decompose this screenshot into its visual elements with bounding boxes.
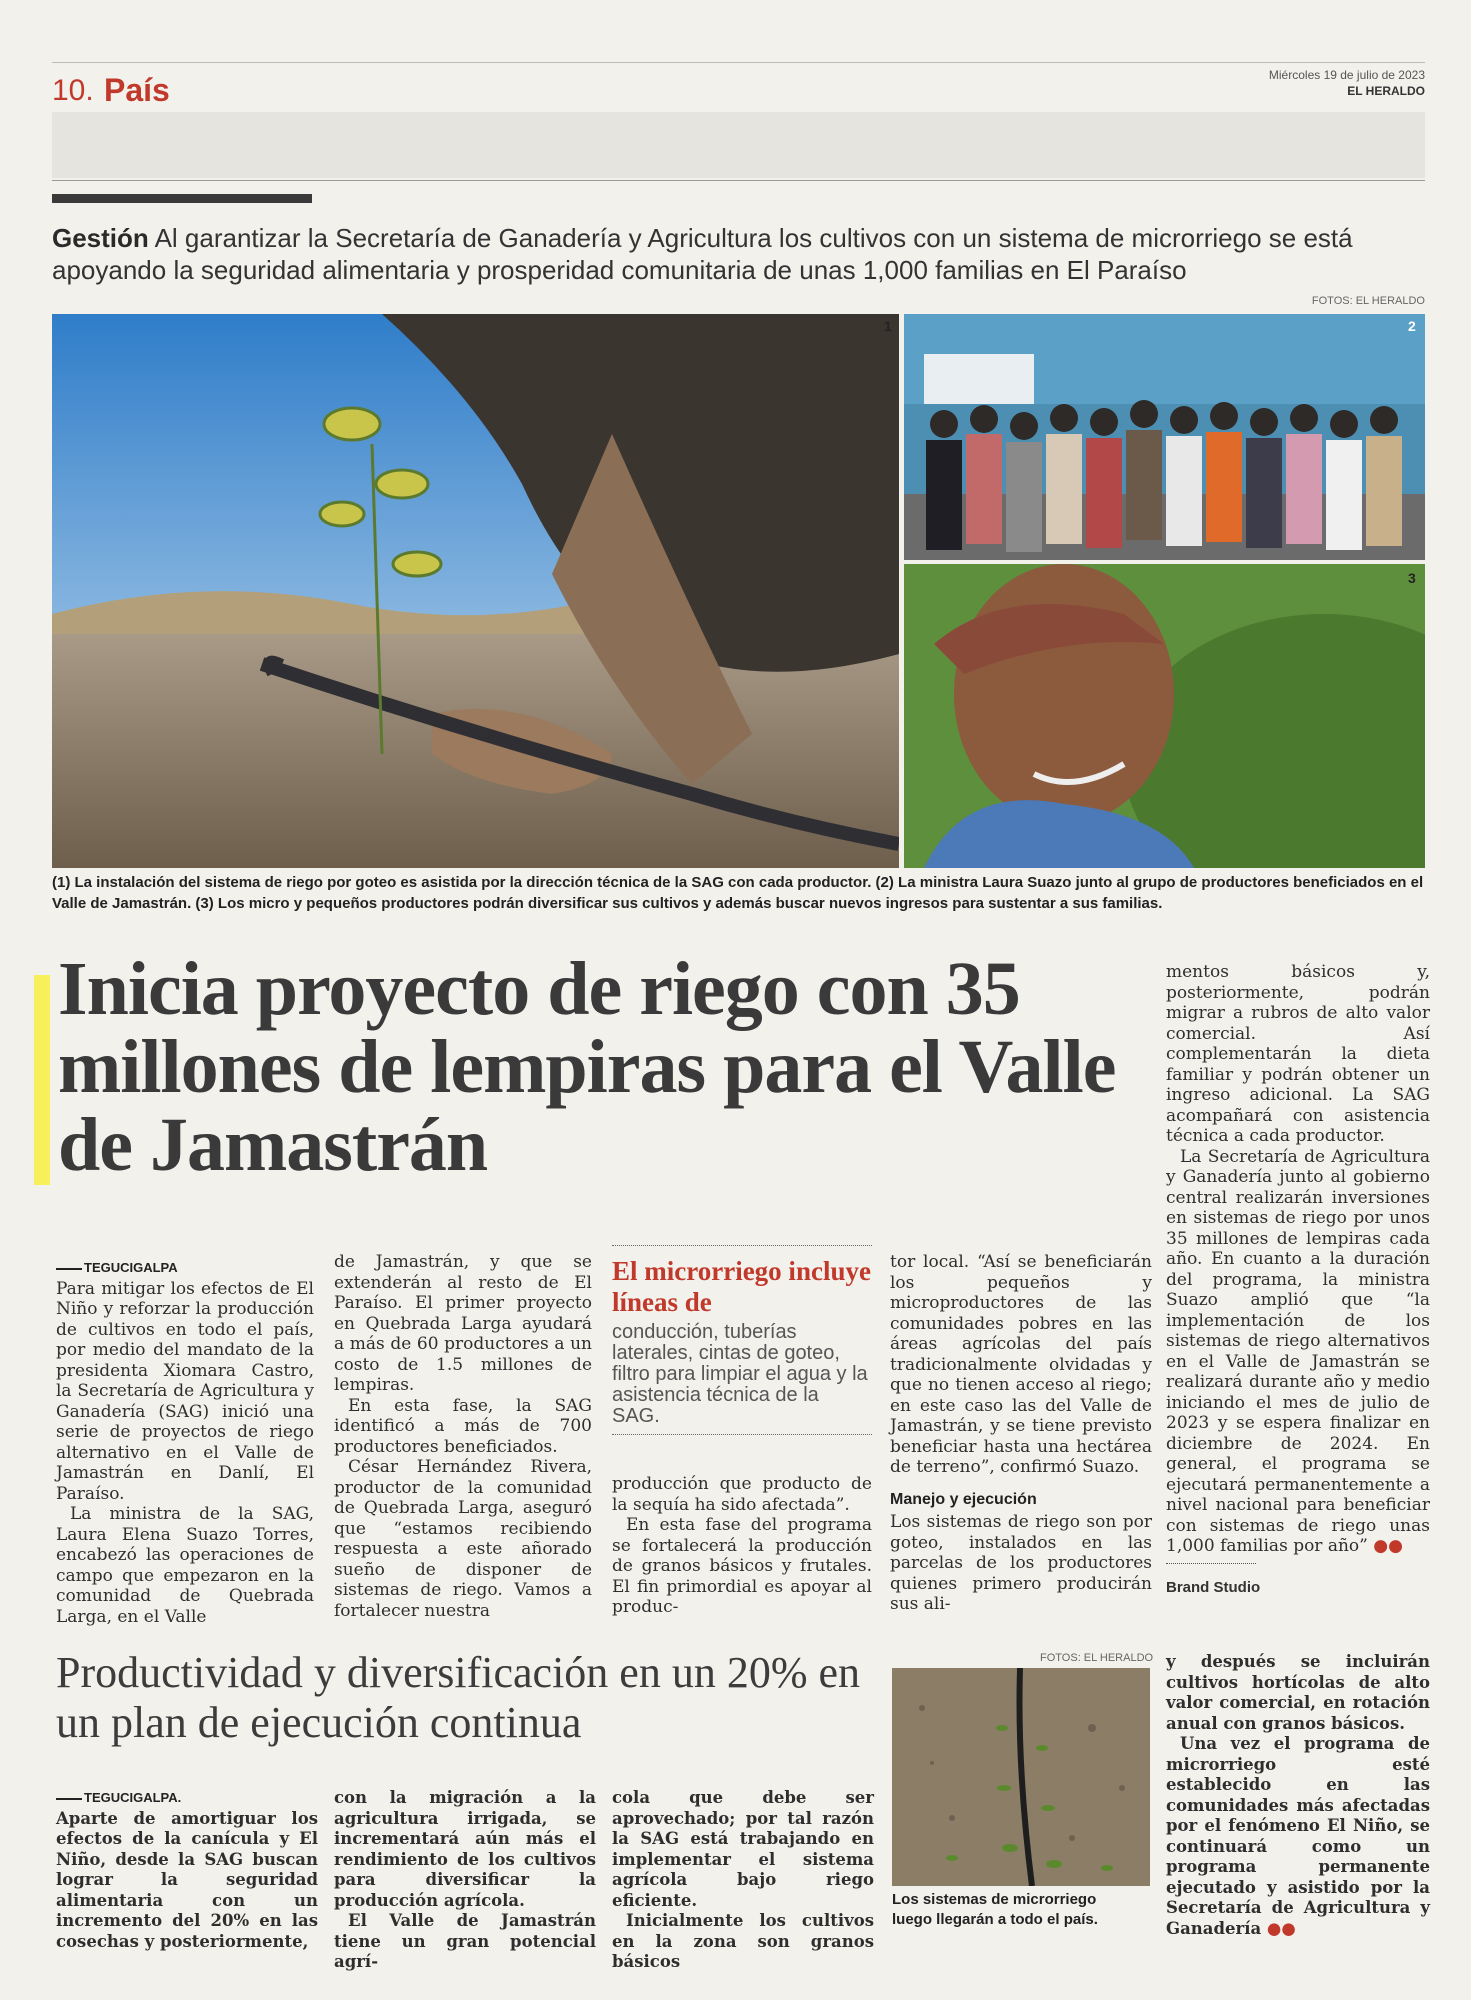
- subhead: Manejo y ejecución: [890, 1490, 1037, 1508]
- paragraph: producción que producto de la sequía ha sido afectada”.: [612, 1474, 872, 1515]
- paragraph: Para mitigar los efectos de El Niño y reforzar la producción de cultivos en todo el país, por medio del mandato de la presidenta Xiomara Castro, la Secretaría de Agricultura y Ganadería (SAG) inició una serie de proyectos de riego alternativo en el Valle de Jamastrán en Danlí, El Paraíso.: [56, 1278, 314, 1504]
- article1-column-3: [612, 1474, 872, 1618]
- highlighter-mark: [34, 975, 50, 1185]
- photo-label-1: 1: [884, 318, 892, 334]
- photo-group-art: [904, 314, 1425, 560]
- end-mark: ●●: [1266, 1918, 1296, 1938]
- section-bar: [52, 194, 312, 203]
- signature: Brand Studio: [1166, 1578, 1261, 1596]
- top-rule: [52, 62, 1425, 63]
- paragraph: La ministra de la SAG, Laura Elena Suazo Torres, encabezó las operaciones de campo que empezaron en la comunidad de Quebrada Larga, en el Valle: [56, 1504, 314, 1627]
- article2-column-3: [612, 1788, 874, 1973]
- deck-text: Al garantizar la Secretaría de Ganadería y Agricultura los cultivos con un sistema de microrriego se está apoyando la seguridad alimentaria y prosperidad comunitaria de unas 1,000 familias en El Paraíso: [52, 223, 1353, 285]
- deck-label: Gestión: [52, 223, 149, 253]
- paragraph: de Jamastrán, y que se extenderán al resto de El Paraíso. El primer proyecto en Quebrada Larga ayudará a más de 60 productores a un costo de 1.5 millones de lempiras.: [334, 1252, 592, 1395]
- article1-column-5: [1166, 962, 1430, 1598]
- article2-column-5: [1166, 1652, 1430, 1939]
- paragraph-text: La Secretaría de Agricultura y Ganadería junto al gobierno central realizarán inversiones en sistemas de riego por unos 35 millones de lempiras cada año. En cuanto a la duración del programa, la ministra Suazo amplió que “la implementación de los sistemas de riego alternativos en el Valle de Jamastrán se realizará durante año y medio iniciando el mes de julio de 2023 y se espera finalizar en diciembre de 2024. En general, el programa se ejecutará permanentemente a nivel nacional para beneficiar con sistemas de riego unas 1,000 familias por año”: [1166, 1146, 1430, 1556]
- article2-column-1: [56, 1788, 318, 1952]
- photo-label-3: 3: [1408, 570, 1416, 586]
- photo-farmer-portrait-art: [904, 564, 1425, 868]
- photo-drip-line-field: [892, 1668, 1150, 1886]
- photo-drip-installation: [52, 314, 899, 868]
- header-rule: [52, 180, 1425, 181]
- article1-column-2: [334, 1252, 592, 1621]
- paragraph: y después se incluirán cultivos hortícolas de alto valor comercial, en rotación anual con granos básicos.: [1166, 1652, 1430, 1733]
- headline: Inicia proyecto de riego con 35 millones de lempiras para el Valle de Jamastrán: [58, 947, 1116, 1187]
- photo-drip-installation-art: [52, 314, 899, 868]
- publication-name: EL HERALDO: [1347, 84, 1425, 98]
- pullquote-heading: El microrriego incluye líneas de: [612, 1256, 871, 1317]
- photo-farmer-portrait: [904, 564, 1425, 868]
- photo-credit: FOTOS: EL HERALDO: [1311, 295, 1425, 307]
- paragraph: cola que debe ser aprovechado; por tal razón la SAG está trabajando en implementar el sistema agrícola bajo riego eficiente.: [612, 1788, 874, 1910]
- photo-credit-2: FOTOS: EL HERALDO: [1040, 1652, 1154, 1664]
- article2-column-2: [334, 1788, 596, 1973]
- section-name: País: [104, 72, 170, 108]
- paragraph: [1166, 1734, 1430, 1939]
- paragraph: César Hernández Rivera, productor de la comunidad de Quebrada Larga, aseguró que “estamos recibiendo respuesta a este añorado sueño de disponer de sistemas de riego. Vamos a fortalecer nuestra: [334, 1457, 592, 1621]
- secondary-headline: Productividad y diversificación en un 20% en un plan de ejecución continua: [56, 1648, 861, 1747]
- pullquote-body: conducción, tuberías laterales, cintas de goteo, filtro para limpiar el agua y la asistencia técnica de la SAG.: [612, 1321, 868, 1427]
- photo-group: [904, 314, 1425, 560]
- paragraph: con la migración a la agricultura irrigada, se incrementará aún más el rendimiento de los cultivos para diversificar la producción agrícola.: [334, 1788, 596, 1910]
- article1-column-4: [890, 1252, 1152, 1615]
- paragraph: Los sistemas de riego son por goteo, instalados en las parcelas de los productores quienes primero producirán sus ali-: [890, 1512, 1152, 1614]
- photo-drip-line-field-art: [892, 1668, 1150, 1886]
- article1-column-1: [56, 1258, 314, 1627]
- paragraph: El Valle de Jamastrán tiene un gran potencial agrí-: [334, 1911, 596, 1971]
- paragraph: En esta fase del programa se fortalecerá la producción de granos básicos y frutales. El fin primordial es apoyar al produc-: [612, 1515, 872, 1617]
- end-mark: ●●: [1373, 1536, 1403, 1556]
- header-band: [52, 112, 1425, 178]
- photo-label-2: 2: [1408, 318, 1416, 334]
- paragraph-text: Una vez el programa de microrriego esté establecido en las comunidades más afectadas por el fenómeno El Niño, se continuará como un programa permanente ejecutado y asistido por la Secretaría de Agricultura y Ganadería: [1166, 1734, 1430, 1938]
- dateline: TEGUCIGALPA.: [56, 1788, 318, 1809]
- paragraph: [1166, 1147, 1430, 1557]
- paragraph: En esta fase, la SAG identificó a más de 700 productores beneficiados.: [334, 1395, 592, 1457]
- paragraph: tor local. “Así se beneficiarán los pequeños y microproductores de las comunidades pobres en las áreas agrícolas del país tradicionalmente olvidadas y que no tienen acceso al riego; en este caso las del Valle de Jamastrán, y se tiene previsto beneficiar hasta una hectárea de terreno”, confirmó Suazo.: [890, 1252, 1152, 1477]
- paragraph: Aparte de amortiguar los efectos de la canícula y El Niño, desde la SAG buscan lograr la seguridad alimentaria con un incremento del 20% en las cosechas y posteriormente,: [56, 1808, 318, 1951]
- pullquote-bottom-rule: [612, 1434, 872, 1435]
- pullquote-top-rule: [612, 1245, 872, 1246]
- photo-caption-2: Los sistemas de microrriego luego llegarán a todo el país.: [892, 1891, 1098, 1928]
- issue-date: Miércoles 19 de julio de 2023: [1268, 68, 1425, 82]
- page-number: 10.: [52, 74, 94, 107]
- paragraph: mentos básicos y, posteriormente, podrán migrar a rubros de alto valor comercial. Así complementarán la dieta familiar y podrán obtener un ingreso adicional. La SAG acompañará con asistencia técnica a cada productor.: [1166, 962, 1430, 1146]
- photo-caption: (1) La instalación del sistema de riego por goteo es asistida por la dirección técnica de la SAG con cada productor. (2) La ministra Laura Suazo junto al grupo de productores beneficiados en el Valle de Jamastrán. (3) Los micro y pequeños productores podrán diversificar sus cultivos y además buscar nuevos ingresos para sustentar a sus familias.: [52, 874, 1424, 912]
- paragraph: Inicialmente los cultivos en la zona son granos básicos: [612, 1911, 874, 1971]
- dateline: TEGUCIGALPA: [56, 1258, 314, 1279]
- signature-rule: [1166, 1563, 1256, 1564]
- deck: [52, 222, 1432, 286]
